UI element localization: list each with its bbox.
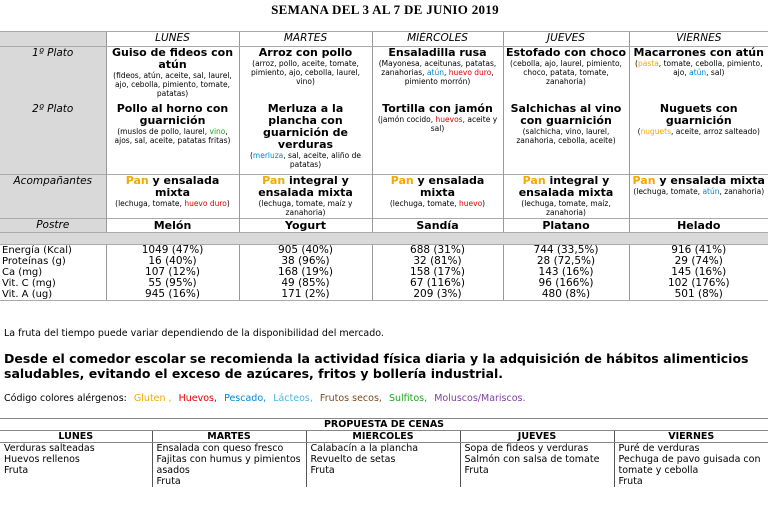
menu-cell [372,47,503,103]
side-dish: Pan y ensalada mixta [632,174,765,187]
dish-name: Ensaladilla rusa [388,46,487,59]
allergen-lacteos: Lácteos, [273,393,313,404]
fruit-availability-note: La fruta del tiempo puede variar dependiendo de la disponibilidad del mercado. [4,328,384,339]
ingredients: (lechuga, tomate, huevo duro) [115,199,230,208]
cena-item: Verduras salteadas [4,443,95,454]
dish-name: Nuguets con guarnición [659,102,738,127]
nutrition-value: 29 (74%) [629,256,768,267]
cena-item: Fruta [156,476,181,487]
ingredients: (Mayonesa, aceitunas, patatas, zanahorias, atún, huevo duro, pimiento morrón) [378,59,497,86]
menu-cell [239,47,372,103]
nutrition-label: Energía (Kcal) [2,245,72,256]
row-label-postre: Postre [0,219,106,233]
cena-item: Fruta [310,465,335,476]
dish-name: Guiso de fideos con atún [111,46,234,71]
day-header-jueves: JUEVES [503,32,629,47]
cenas-day-header: MARTES [152,431,306,443]
allergen-huevos: Huevos, [178,393,218,404]
recommendation-text: Desde el comedor escolar se recomienda la actividad física diaria y la adquisición de hábitos alimenticios saludables, evitando el exceso de azúcares, fritos y bollería industrial. [4,351,749,381]
menu-cell [629,47,768,103]
cena-item: Salmón con salsa de tomate [464,454,600,465]
nutrition-value: 107 (12%) [106,267,239,278]
nutrition-value: 501 (8%) [629,289,768,301]
ingredients: (lechuga, tomate, maíz, zanahoria) [521,199,611,217]
nutrition-row [0,267,768,278]
ingredients: (fideos, atún, aceite, sal, laurel, ajo, cebolla, pimiento, tomate, patatas) [113,71,232,98]
cenas-cell [306,443,460,488]
nutrition-label: Proteínas (g) [2,256,66,267]
dish-name: Macarrones con atún [633,46,764,59]
cena-item: Huevos rellenos [4,454,80,465]
cena-item: Puré de verduras [618,443,700,454]
cena-item: Sopa de fideos y verduras [464,443,589,454]
nutrition-value: 96 (166%) [503,278,629,289]
cena-item: Fruta [4,465,29,476]
segundo-plato-row [0,103,768,175]
postre-cell: Yogurt [239,219,372,233]
nutrition-value: 905 (40%) [239,245,372,257]
day-header-miercoles: MIÉRCOLES [372,32,503,47]
dish-name: Merluza a la plancha con guarnición de verduras [263,102,348,151]
nutrition-value: 38 (96%) [239,256,372,267]
nutrition-value: 28 (72,5%) [503,256,629,267]
row-label-acompanantes: Acompañantes [0,175,106,219]
acompanantes-row [0,175,768,219]
allergen-pescado: Pescado, [224,393,267,404]
spacer-row [0,233,768,245]
menu-cell [239,175,372,219]
side-dish: Pan y ensalada mixta [390,174,485,199]
allergen-frutos-secos: Frutos secos, [319,393,382,404]
ingredients: (lechuga, tomate, huevo) [389,199,486,208]
nutrition-value: 67 (116%) [372,278,503,289]
nutrition-label: Ca (mg) [2,267,43,278]
nutrition-value: 143 (16%) [503,267,629,278]
menu-cell [239,103,372,175]
ingredients: (jamón cocido, huevos, aceite y sal) [377,114,498,133]
allergen-moluscos: Moluscos/Mariscos. [434,393,526,404]
ingredients: (nuguets, aceite, arroz salteado) [637,126,760,136]
cena-item: Fruta [464,465,489,476]
ingredients: (lechuga, tomate, atún, zanahoria) [633,187,765,196]
nutrition-value: 16 (40%) [106,256,239,267]
dish-name: Arroz con pollo [258,46,353,59]
menu-cell [372,175,503,219]
menu-cell [372,103,503,175]
cenas-day-header: LUNES [0,431,152,443]
menu-cell [106,47,239,103]
ingredients: (arroz, pollo, aceite, tomate, pimiento, ajo, cebolla, laurel, vino) [251,59,360,86]
day-header-viernes: VIERNES [629,32,768,47]
cenas-cell [0,443,152,488]
page-title: SEMANA DEL 3 AL 7 DE JUNIO 2019 [271,2,499,17]
nutrition-value: 49 (85%) [239,278,372,289]
nutrition-value: 688 (31%) [372,245,503,257]
nutrition-value: 158 (17%) [372,267,503,278]
cenas-table [0,430,768,487]
menu-cell [629,103,768,175]
cenas-day-header: VIERNES [614,431,768,443]
postre-cell: Platano [503,219,629,233]
cenas-items-row [0,443,768,488]
postre-cell: Sandía [372,219,503,233]
cena-item: Fruta [618,476,643,487]
nutrition-table [0,245,768,301]
side-dish: Pan y ensalada mixta [125,174,220,199]
allergen-gluten: Gluten , [133,393,172,404]
cenas-cell [614,443,768,488]
cenas-header-row [0,431,768,443]
postre-cell: Helado [629,219,768,233]
side-dish: Pan integral y ensalada mixta [258,174,353,199]
nutrition-value: 168 (19%) [239,267,372,278]
allergen-legend-label: Código colores alérgenos: [4,393,127,404]
cena-item: Fajitas con humus y pimientos asados [156,454,301,476]
postre-cell: Melón [106,219,239,233]
nutrition-label: Vit. C (mg) [2,278,56,289]
cenas-cell [460,443,614,488]
nutrition-row [0,256,768,267]
cenas-day-header: JUEVES [460,431,614,443]
ingredients: (salchicha, vino, laurel, zanahoria, cebolla, aceite) [516,126,616,145]
weekly-menu-table [0,31,768,301]
row-label-primer-plato: 1º Plato [0,47,106,103]
nutrition-value: 916 (41%) [629,245,768,257]
cenas-day-header: MIERCOLES [306,431,460,443]
nutrition-value: 480 (8%) [503,289,629,301]
nutrition-value: 945 (16%) [106,289,239,301]
nutrition-value: 209 (3%) [372,289,503,301]
cena-item: Calabacín a la plancha [310,443,419,454]
row-label-segundo-plato: 2º Plato [0,103,106,175]
nutrition-row [0,245,768,257]
menu-cell [503,103,629,175]
ingredients: (pasta, tomate, cebolla, pimiento, ajo, atún, sal) [635,59,763,77]
nutrition-row [0,289,768,301]
nutrition-value: 102 (176%) [629,278,768,289]
postre-row [0,219,768,233]
nutrition-value: 171 (2%) [239,289,372,301]
cenas-title: PROPUESTA DE CENAS [0,418,768,430]
ingredients: (cebolla, ajo, laurel, pimiento, choco, patata, tomate, zanahoria) [510,59,622,86]
menu-cell [503,47,629,103]
nutrition-value: 744 (33,5%) [503,245,629,257]
dish-name: Estofado con choco [505,46,627,59]
ingredients: (muslos de pollo, laurel, vino, ajos, sal, aceite, patatas fritas) [114,126,231,145]
ingredients: (merluza, sal, aceite, aliño de patatas) [249,150,362,169]
cenas-cell [152,443,306,488]
nutrition-value: 32 (81%) [372,256,503,267]
cena-item: Ensalada con queso fresco [156,443,284,454]
primer-plato-row [0,47,768,103]
menu-cell [503,175,629,219]
cena-item: Pechuga de pavo guisada con tomate y cebolla [618,454,761,476]
dish-name: Pollo al horno con guarnición [116,102,229,127]
side-dish: Pan integral y ensalada mixta [518,174,614,199]
menu-cell [106,175,239,219]
nutrition-value: 55 (95%) [106,278,239,289]
allergen-legend [4,393,530,404]
menu-cell [629,175,768,219]
day-header-lunes: LUNES [106,32,239,47]
cena-item: Revuelto de setas [310,454,396,465]
ingredients: (lechuga, tomate, maíz y zanahoria) [258,199,353,217]
day-header-martes: MARTES [239,32,372,47]
dish-name: Salchichas al vino con guarnición [510,102,622,127]
day-header-row [0,32,768,47]
nutrition-label: Vit. A (ug) [0,289,106,301]
nutrition-value: 145 (16%) [629,267,768,278]
dish-name: Tortilla con jamón [382,102,493,115]
nutrition-value: 1049 (47%) [106,245,239,257]
menu-cell [106,103,239,175]
allergen-sulfitos: Sulfitos, [388,393,428,404]
nutrition-row [0,278,768,289]
